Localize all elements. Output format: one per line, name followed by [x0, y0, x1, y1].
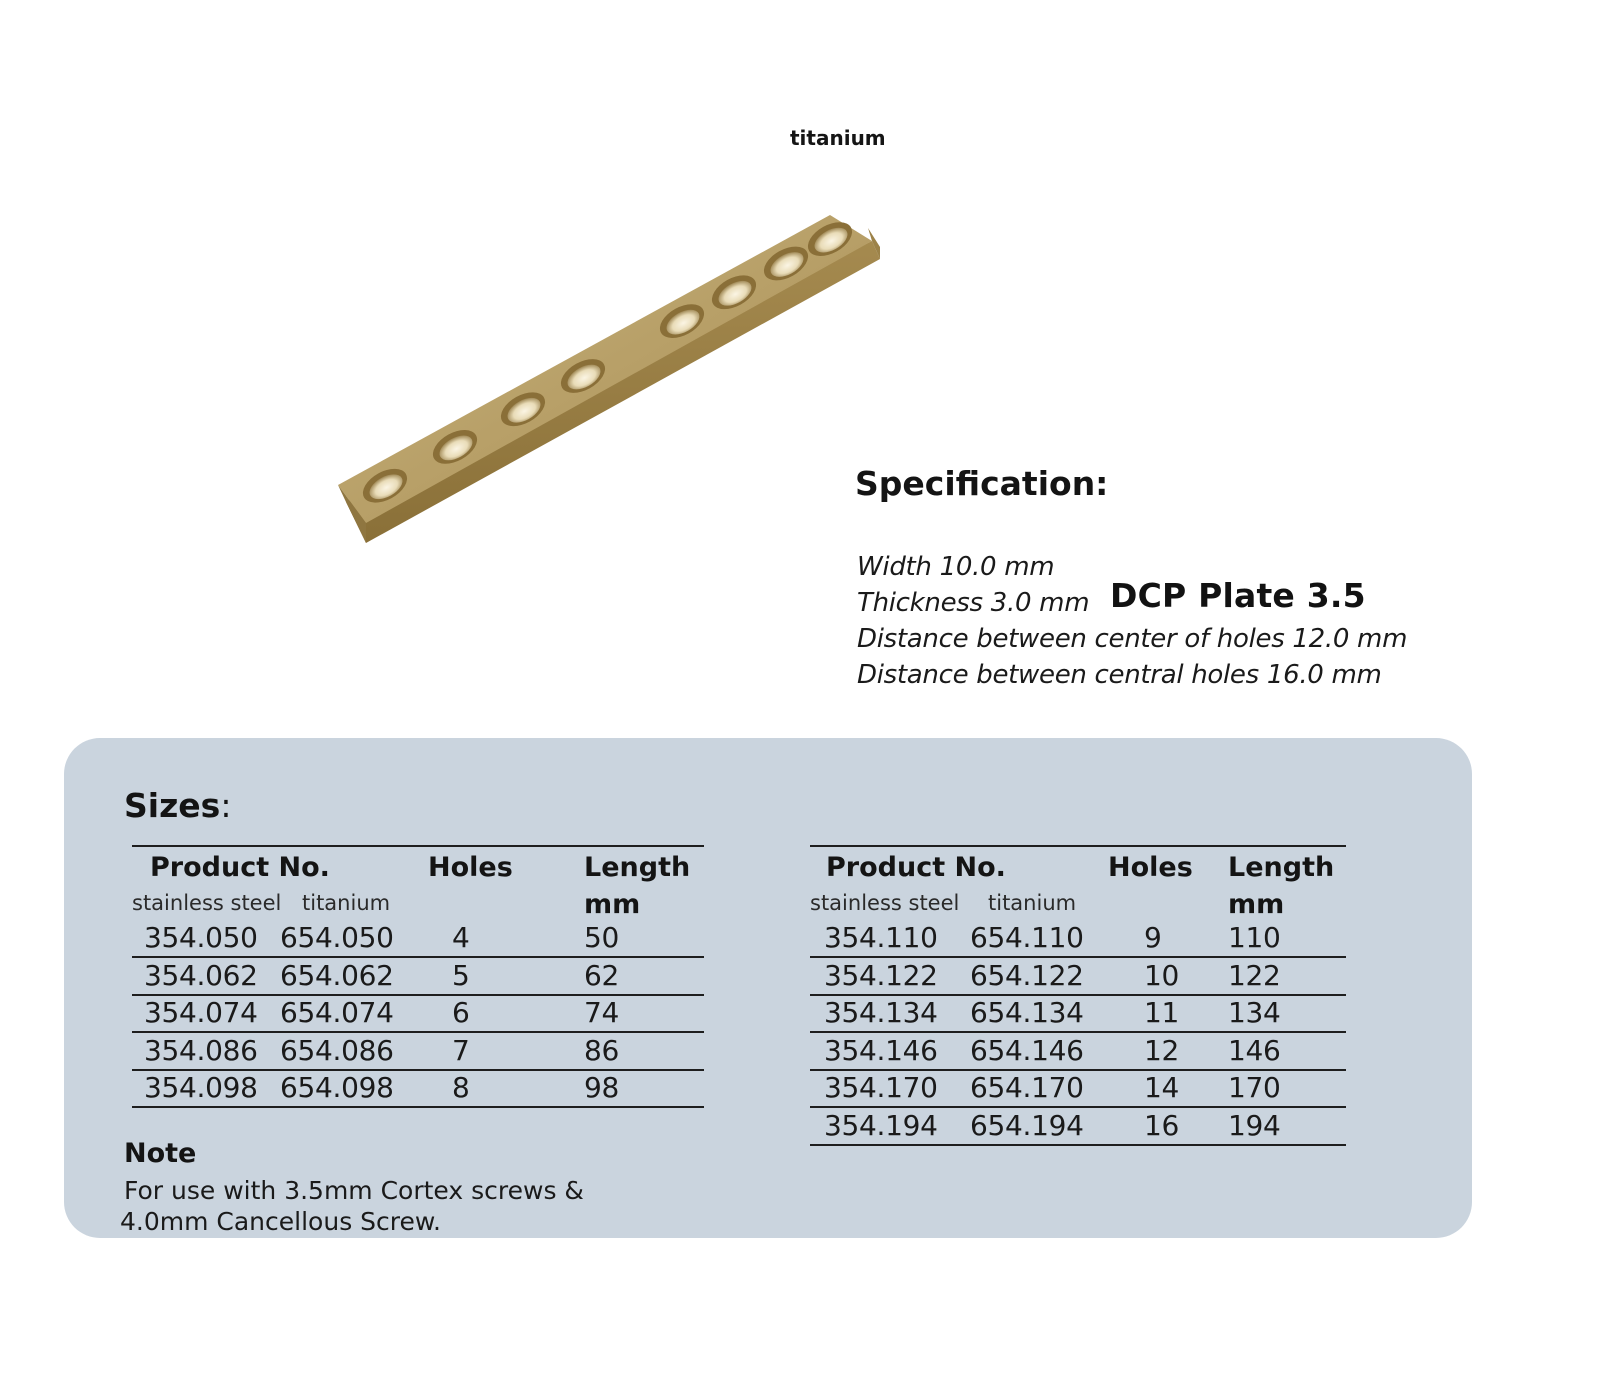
holes-cell: 10 [1144, 958, 1180, 992]
stainless-steel-cell: 354.074 [144, 996, 258, 1030]
holes-cell: 14 [1144, 1071, 1180, 1105]
header-holes: Holes [1108, 852, 1193, 883]
table-row [132, 1032, 704, 1071]
titanium-cell: 654.086 [280, 1033, 394, 1067]
note-line-2: 4.0mm Cancellous Screw. [120, 1207, 441, 1236]
stainless-steel-cell: 354.134 [824, 996, 938, 1030]
table-row [132, 919, 704, 958]
length-cell: 170 [1228, 1071, 1281, 1105]
holes-cell: 16 [1144, 1109, 1180, 1142]
length-cell: 86 [584, 1033, 620, 1067]
spec-thickness: Thickness 3.0 mm [857, 588, 1090, 618]
stainless-steel-cell: 354.122 [824, 958, 938, 992]
stainless-steel-cell: 354.110 [824, 921, 938, 954]
titanium-cell: 654.110 [970, 921, 1084, 954]
length-cell: 62 [584, 958, 620, 992]
titanium-cell: 654.170 [970, 1071, 1084, 1105]
stainless-steel-cell: 354.146 [824, 1033, 938, 1067]
holes-cell: 9 [1144, 921, 1162, 954]
holes-cell: 8 [452, 1071, 470, 1105]
length-cell: 146 [1228, 1033, 1281, 1067]
spec-central-hole-spacing: Distance between central holes 16.0 mm [857, 660, 1382, 690]
titanium-cell: 654.194 [970, 1109, 1084, 1142]
length-cell: 50 [584, 921, 620, 954]
specification-heading: Specification: [855, 464, 1109, 503]
holes-cell: 5 [452, 958, 470, 992]
table-top-rule [810, 845, 1346, 847]
length-cell: 74 [584, 996, 620, 1030]
stainless-steel-cell: 354.098 [144, 1071, 258, 1105]
stainless-steel-cell: 354.062 [144, 958, 258, 992]
length-cell: 122 [1228, 958, 1281, 992]
table-row [810, 994, 1346, 1033]
titanium-cell: 654.146 [970, 1033, 1084, 1067]
length-cell: 98 [584, 1071, 620, 1105]
sizes-heading: Sizes: [124, 786, 232, 825]
table-row [810, 1069, 1346, 1108]
dcp-plate-image [330, 205, 910, 575]
holes-cell: 4 [452, 921, 470, 954]
titanium-cell: 654.050 [280, 921, 394, 954]
holes-cell: 6 [452, 996, 470, 1030]
table-row [810, 1032, 1346, 1071]
note-line-1: For use with 3.5mm Cortex screws & [124, 1176, 584, 1205]
length-cell: 194 [1228, 1109, 1281, 1142]
titanium-cell: 654.134 [970, 996, 1084, 1030]
length-cell: 134 [1228, 996, 1281, 1030]
stainless-steel-cell: 354.170 [824, 1071, 938, 1105]
stainless-steel-cell: 354.194 [824, 1109, 938, 1142]
header-length-unit: mm [1228, 889, 1285, 920]
header-titanium: titanium [302, 891, 391, 915]
material-label: titanium [790, 126, 886, 150]
table-row [810, 957, 1346, 996]
holes-cell: 12 [1144, 1033, 1180, 1067]
holes-cell: 7 [452, 1033, 470, 1067]
table-row [132, 1069, 704, 1108]
header-length: Length [1228, 852, 1335, 883]
header-length-unit: mm [584, 889, 641, 920]
titanium-cell: 654.074 [280, 996, 394, 1030]
header-titanium: titanium [988, 891, 1077, 915]
titanium-cell: 654.062 [280, 958, 394, 992]
header-holes: Holes [428, 852, 513, 883]
product-title: DCP Plate 3.5 [1110, 576, 1366, 615]
header-stainless-steel: stainless steel [810, 891, 960, 915]
spec-width: Width 10.0 mm [857, 552, 1055, 582]
table-row [810, 919, 1346, 958]
header-product-no: Product No. [826, 852, 1006, 883]
header-stainless-steel: stainless steel [132, 891, 282, 915]
stainless-steel-cell: 354.050 [144, 921, 258, 954]
titanium-cell: 654.122 [970, 958, 1084, 992]
length-cell: 110 [1228, 921, 1281, 954]
spec-hole-spacing: Distance between center of holes 12.0 mm [857, 624, 1408, 654]
header-length: Length [584, 852, 691, 883]
header-product-no: Product No. [150, 852, 330, 883]
table-row [810, 1107, 1346, 1146]
table-top-rule [132, 845, 704, 847]
note-heading: Note [124, 1138, 197, 1169]
table-row [132, 994, 704, 1033]
titanium-cell: 654.098 [280, 1071, 394, 1105]
table-row [132, 957, 704, 996]
holes-cell: 11 [1144, 996, 1180, 1030]
stainless-steel-cell: 354.086 [144, 1033, 258, 1067]
